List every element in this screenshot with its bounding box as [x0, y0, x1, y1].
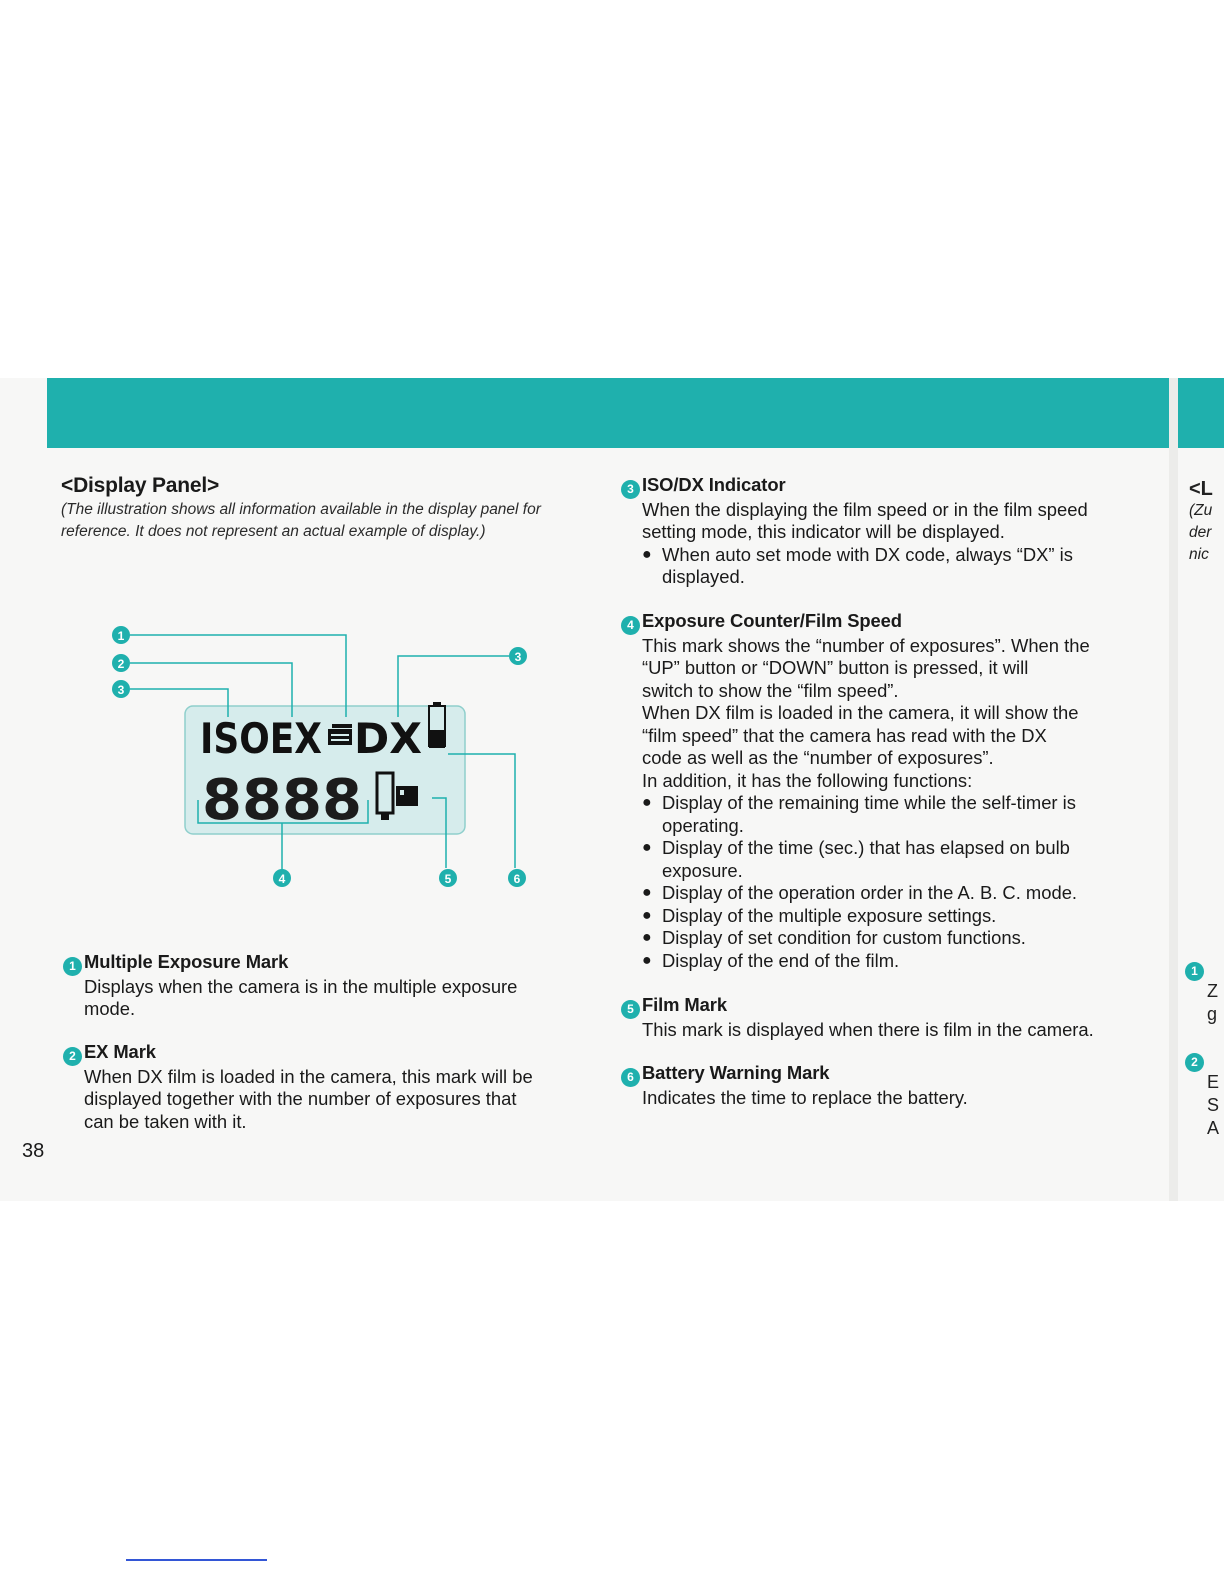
item-line: When the displaying the film speed or in the film speed: [642, 498, 1088, 520]
item-title: Multiple Exposure Mark: [84, 951, 289, 972]
item-title: Film Mark: [642, 994, 727, 1015]
callout-4: [273, 869, 291, 887]
item-title: ISO/DX Indicator: [642, 474, 786, 495]
svg-text:3: 3: [514, 650, 522, 664]
callout-2: [112, 654, 130, 672]
item-number-badge: 4: [621, 616, 640, 635]
item-line: This mark shows the “number of exposures”. When the: [642, 634, 1090, 656]
item-line: When DX film is loaded in the camera, this mark will be: [84, 1065, 533, 1087]
display-panel-diagram: [110, 618, 550, 898]
callout-3-right: [509, 647, 527, 665]
item-number-badge: 5: [621, 1000, 640, 1019]
item-line: mode.: [84, 998, 136, 1020]
item-line: setting mode, this indicator will be displayed.: [642, 521, 1005, 543]
next-page-item-2: 2: [1185, 1047, 1206, 1072]
svg-text:1: 1: [117, 629, 125, 643]
bullet-item: ● Display of the operation order in the A. B. C. mode.: [642, 882, 1157, 905]
item-line: This mark is displayed when there is film in the camera.: [642, 1018, 1094, 1040]
svg-text:4: 4: [278, 872, 286, 886]
next-page-fragment: g: [1207, 1004, 1218, 1024]
item-line: Indicates the time to replace the battery.: [642, 1086, 968, 1108]
lcd-iso-ex-label: ISOEX: [200, 714, 322, 763]
bullet-item: ● Display of the end of the film.: [642, 950, 1157, 973]
item-number-badge: 6: [621, 1068, 640, 1087]
item-line: can be taken with it.: [84, 1110, 247, 1132]
bullet-item: ● Display of the remaining time while the self-timer is operating.: [642, 792, 1157, 837]
bullet-item: ● When auto set mode with DX code, always “DX” is displayed.: [642, 544, 1157, 589]
item-exposure-counter: [627, 610, 1157, 972]
callout-3: [112, 680, 130, 698]
item-iso-dx-indicator: [627, 474, 1157, 589]
next-page-note-line: (Zu: [1189, 502, 1213, 519]
item-line: code as well as the “number of exposures”.: [642, 747, 994, 769]
item-number-badge: 3: [621, 480, 640, 499]
section-note: (The illustration shows all information available in the display panel for reference. It does not represent an actual example of display.): [61, 501, 541, 540]
item-number-badge: 1: [63, 957, 82, 976]
item-battery-warning-mark: [627, 1062, 1157, 1109]
header-band: [47, 378, 1224, 448]
item-title: Exposure Counter/Film Speed: [642, 610, 902, 631]
lcd-digits: 8888: [202, 768, 362, 833]
item-line: When DX film is loaded in the camera, it will show the: [642, 702, 1079, 724]
item-line: switch to show the “film speed”.: [642, 679, 899, 701]
section-title: <Display Panel>: [61, 474, 220, 497]
item-line: “film speed” that the camera has read with the DX: [642, 724, 1047, 746]
lcd-dx-label: DX: [354, 714, 422, 763]
next-page-item-1: 1: [1185, 956, 1206, 981]
callout-6: [508, 869, 526, 887]
item-multiple-exposure-mark: [69, 951, 594, 1021]
item-line: In addition, it has the following functions:: [642, 769, 973, 791]
item-title: Battery Warning Mark: [642, 1062, 830, 1083]
page-number: 38: [22, 1140, 45, 1162]
item-title: EX Mark: [84, 1041, 156, 1062]
svg-text:5: 5: [444, 872, 452, 886]
item-film-mark: [627, 994, 1157, 1041]
item-line: displayed together with the number of exposures that: [84, 1088, 517, 1110]
footer-divider: [126, 1559, 267, 1561]
next-page-fragment: E: [1207, 1072, 1220, 1092]
header-band-next-page: [1178, 378, 1224, 448]
callout-5: [439, 869, 457, 887]
page-gutter: [1169, 378, 1178, 1201]
svg-text:3: 3: [117, 683, 125, 697]
next-page-note-line: der: [1189, 524, 1212, 541]
item-line: Displays when the camera is in the multiple exposure: [84, 975, 518, 997]
next-page-fragment: S: [1207, 1095, 1220, 1115]
next-page-title: <L: [1189, 478, 1213, 500]
next-page-note-line: nic: [1189, 546, 1209, 563]
bullet-item: ● Display of set condition for custom functions.: [642, 927, 1157, 950]
bullet-item: ● Display of the multiple exposure settings.: [642, 905, 1157, 928]
bullet-item: ● Display of the time (sec.) that has elapsed on bulb exposure.: [642, 837, 1157, 882]
svg-text:2: 2: [117, 657, 125, 671]
item-line: “UP” button or “DOWN” button is pressed, it will: [642, 657, 1029, 679]
callout-1: [112, 626, 130, 644]
next-page-fragment: A: [1207, 1118, 1220, 1138]
svg-text:6: 6: [513, 872, 521, 886]
next-page-fragment: Z: [1207, 981, 1218, 1001]
item-ex-mark: [69, 1041, 594, 1133]
item-number-badge: 2: [63, 1047, 82, 1066]
